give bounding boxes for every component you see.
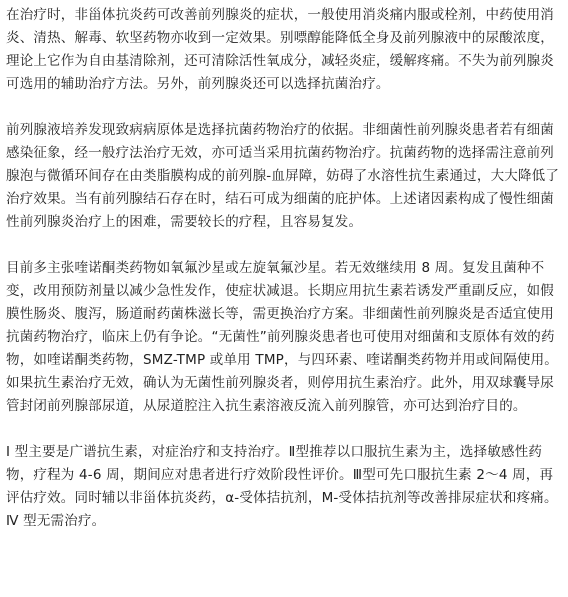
paragraph-type-treatment: I 型主要是广谱抗生素，对症治疗和支持治疗。Ⅱ型推荐以口服抗生素为主，选择敏感性药物，疗程为 4-6 周，期间应对患者进行疗效阶段性评价。Ⅲ型可先口服抗生素 2～4 周，再评估疗效。同时辅以非甾体抗炎药，α-受体拮抗剂，M-受体拮抗剂等改善排尿症状和疼痛。Ⅳ 型无需治疗。 [6,444,558,529]
paragraph-quinolone-regimen: 目前多主张喹诺酮类药物如氧氟沙星或左旋氧氟沙星。若无效继续用 8 周。复发且菌种不变，改用预防剂量以减少急性发作，使症状减退。长期应用抗生素若诱发严重副反应，如假膜性肠炎、腹泻，肠道耐药菌株滋长等，需更换治疗方案。非细菌性前列腺炎是否适宜使用抗菌药物治疗，临床上仍有争论。“无菌性”前列腺炎患者也可使用对细菌和支原体有效的药物，如喹诺酮类药物，SMZ-TMP 或单用 TMP，与四环素、喹诺酮类药物并用或间隔使用。如果抗生素治疗无效，确认为无菌性前列腺炎者，则停用抗生素治疗。此外，用双球囊导尿管封闭前列腺部尿道，从尿道腔注入抗生素溶液反流入前列腺管，亦可达到治疗目的。 [6,260,559,414]
paragraph-antibiotic-basis: 前列腺液培养发现致病病原体是选择抗菌药物治疗的依据。非细菌性前列腺炎患者若有细菌感染征象，经一般疗法治疗无效，亦可适当采用抗菌药物治疗。抗菌药物的选择需注意前列腺泡与微循环间存在由类脂膜构成的前列腺-血屏障，妨碍了水溶性抗生素通过，大大降低了治疗效果。当有前列腺结石存在时，结石可成为细菌的庇护体。上述诸因素构成了慢性细菌性前列腺炎治疗上的困难，需要较长的疗程，且容易复发。 [6,122,560,230]
paragraph-anti-inflammatory: 在治疗时，非甾体抗炎药可改善前列腺炎的症状，一般使用消炎痛内服或栓剂，中药使用消炎、清热、解毒、软坚药物亦收到一定效果。别嘌醇能降低全身及前列腺液中的尿酸浓度，理论上它作为自由基清除剂，还可清除活性氧成分，减轻炎症，缓解疼痛。不失为前列腺炎可选用的辅助治疗方法。另外，前列腺炎还可以选择抗菌治疗。 [6,7,554,92]
article-body [6,4,566,533]
